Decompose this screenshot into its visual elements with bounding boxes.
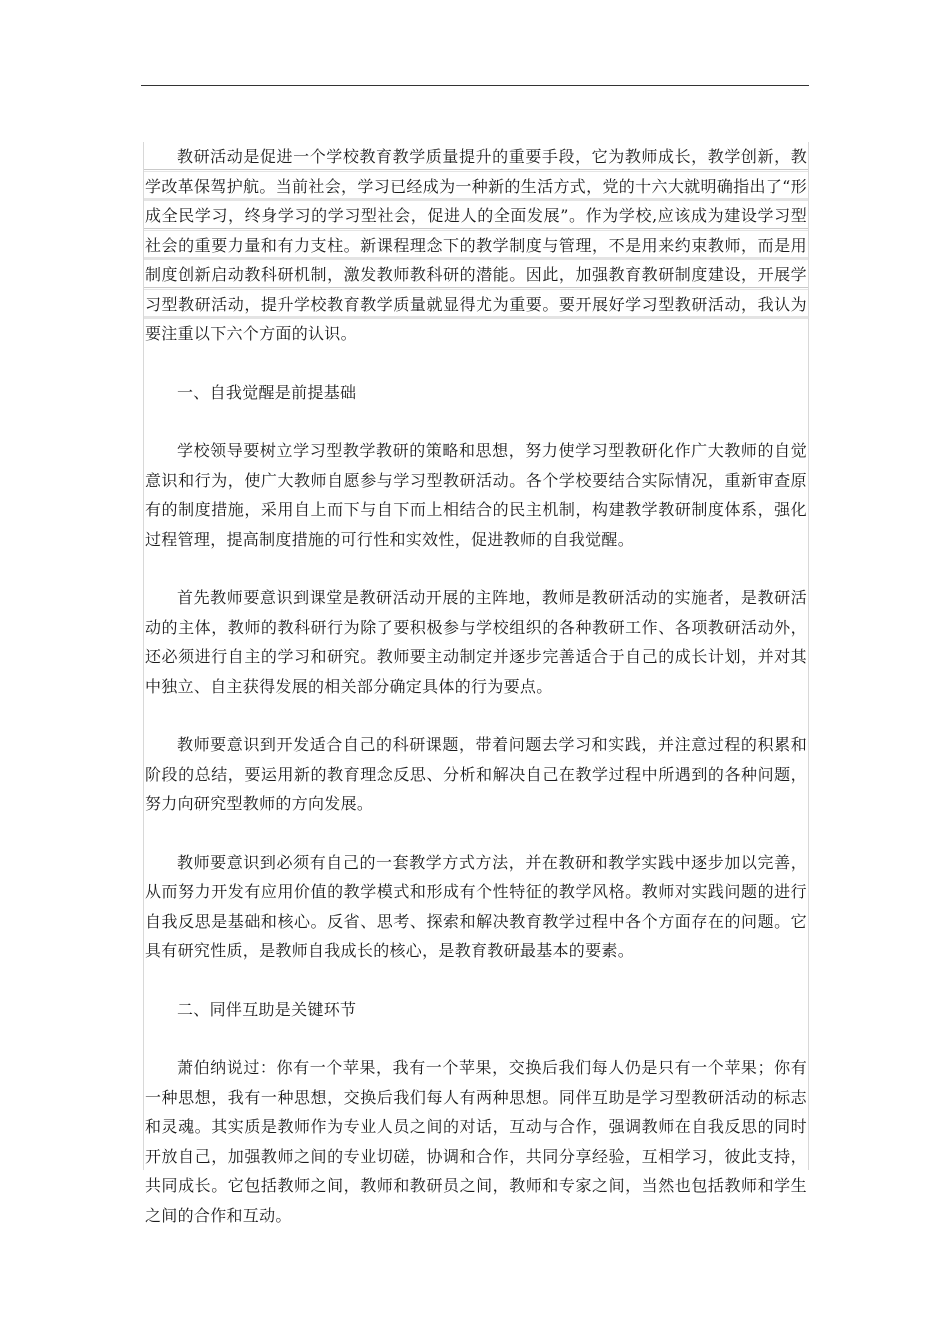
document-body (143, 142, 809, 1225)
paragraph-spacer (144, 701, 808, 730)
paragraph-classroom: 首先教师要意识到课堂是教研活动开展的主阵地，教师是教研活动的实施者，是教研活动的主体，教师的教科研行为除了要积极参与学校组织的各种教研工作、各项教研活动外，还必须进行自主的学习和研究。教师要主动制定并逐步完善适合于自己的成长计划，并对其中独立、自主获得发展的相关部分确定具体的行为要点。 (145, 588, 807, 696)
paragraph-spacer (144, 407, 808, 436)
header-rule (141, 85, 809, 86)
paragraph-spacer (144, 1024, 808, 1053)
paragraph-leadership: 学校领导要树立学习型教学教研的策略和思想，努力使学习型教研化作广大教师的自觉意识和行为，使广大教师自愿参与学习型教研活动。各个学校要结合实际情况，重新审查原有的制度措施，采用自上而下与自下而上相结合的民主机制，构建教学教研制度体系，强化过程管理，提高制度措施的可行性和实效性，促进教师的自我觉醒。 (145, 441, 807, 549)
section-heading-2: 二、同伴互助是关键环节 (177, 999, 357, 1019)
paragraph-spacer (144, 819, 808, 848)
paragraph-teaching-methods: 教师要意识到必须有自己的一套教学方式方法，并在教研和教学实践中逐步加以完善，从而努力开发有应用价值的教学模式和形成有个性特征的教学风格。教师对实践问题的进行自我反思是基础和核心。反省、思考、探索和解决教育教学过程中各个方面存在的问题。它具有研究性质，是教师自我成长的核心，是教育教研最基本的要素。 (145, 852, 807, 960)
section-heading-1: 一、自我觉醒是前提基础 (177, 382, 357, 402)
paragraph-spacer (144, 349, 808, 378)
paragraph-intro: 教研活动是促进一个学校教育教学质量提升的重要手段，它为教师成长，教学创新，教学改革保驾护航。当前社会，学习已经成为一种新的生活方式，党的十六大就明确指出了“形成全民学习，终身学习的学习型社会，促进人的全面发展”。作为学校,应该成为建设学习型社会的重要力量和有力支柱。新课程理念下的教学制度与管理，不是用来约束教师，而是用制度创新启动教科研机制，激发教师教科研的潜能。因此，加强教育教研制度建设，开展学习型教研活动，提升学校教育教学质量就显得尤为重要。要开展好学习型教研活动，我认为要注重以下六个方面的认识。 (144, 142, 808, 349)
paragraph-peer-support: 萧伯纳说过：你有一个苹果，我有一个苹果，交换后我们每人仍是只有一个苹果；你有一种思想，我有一种思想，交换后我们每人有两种思想。同伴互助是学习型教研活动的标志和灵魂。其实质是教师作为专业人员之间的对话，互动与合作，强调教师在自我反思的同时开放自己，加强教师之间的专业切磋，协调和合作，共同分享经验，互相学习，彼此支持，共同成长。它包括教师之间，教师和教研员之间，教师和专家之间，当然也包括教师和学生之间的合作和互动。 (145, 1058, 807, 1225)
paragraph-spacer (144, 966, 808, 995)
paragraph-research-topics: 教师要意识到开发适合自己的科研课题，带着问题去学习和实践，并注意过程的积累和阶段的总结，要运用新的教育理念反思、分析和解决自己在教学过程中所遇到的各种问题，努力向研究型教师的方向发展。 (145, 735, 807, 813)
paragraph-spacer (144, 554, 808, 583)
